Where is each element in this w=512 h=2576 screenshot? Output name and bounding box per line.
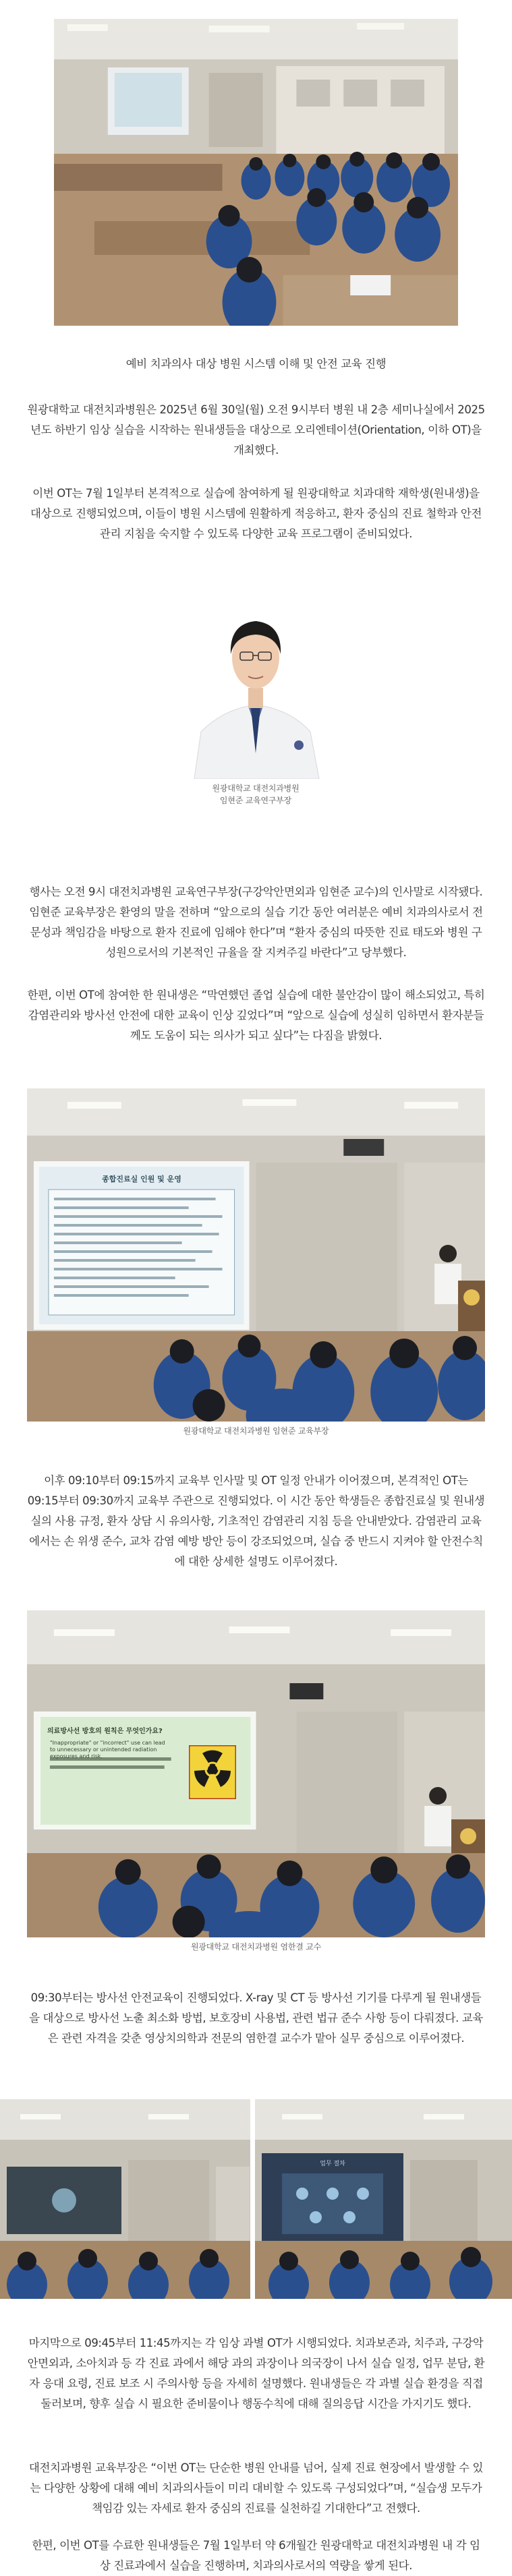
slide2-title: 의료방사선 방호의 원칙은 무엇인가요?	[47, 1728, 163, 1735]
paragraph-purpose: 이번 OT는 7월 1일부터 본격적으로 실습에 참여하게 될 원광대학교 치과대학 재학생(원내생)을 대상으로 진행되었으며, 이들이 병원 시스템에 원활하게 적응하고, 환자 중심의 진료 철학과 안전관리 지침을 숙지할 수 있도록 다양한 교육 프로그램이 준비되었다.	[30, 487, 482, 540]
radiation-warning-icon	[189, 1745, 236, 1799]
slide2-body: "Inappropriate" or "incorrect" use can lead to unnecessary or unintended radiation exposures and risk.	[50, 1740, 165, 1759]
portrait-caption-name: 임현준 교육연구부장	[219, 796, 292, 805]
paragraph-radiation-safety: 09:30부터는 방사선 안전교육이 진행되었다. X-ray 및 CT 등 방사선 기기를 다루게 될 원내생들을 대상으로 방사선 노출 최소화 방법, 보호장비 사용법, 관련 법규 준수 사항 등이 다뤄졌다. 교육은 관련 자격을 갖춘 영상치의학과 전문의 염한결 교수가 맡아 실무 중심으로 이루어졌다.	[29, 1991, 483, 2045]
photo3-caption: 원광대학교 대전치과병원 염한결 교수	[190, 1942, 322, 1952]
photo-seminar-overview	[54, 19, 458, 326]
paragraph-greeting: 행사는 오전 9시 대전치과병원 교육연구부장(구강악안면외과 임현준 교수)의 인사말로 시작됐다. 임현준 교육부장은 환영의 말을 전하며 “앞으로의 실습 기간 동안 여러분은 예비 치과의사로서 전문성과 책임감을 바탕으로 환자 진료에 임해야 한다”며 “환자 중심의 따뜻한 진료 태도와 병원 구성원으로서의 기본적인 규율을 잘 지켜주길 바란다”고 당부했다.	[29, 885, 483, 959]
slide1-title: 종합진료실 인원 및 운영	[102, 1175, 181, 1183]
photo-department-orientation-right	[255, 2099, 512, 2299]
paragraph-director-remark: 대전치과병원 교육부장은 “이번 OT는 단순한 병원 안내를 넘어, 실제 진료 현장에서 발생할 수 있는 다양한 상황에 대해 예비 치과의사들이 미리 대비할 수 있도록 구성되었다”며, “실습생 모두가 책임감 있는 자세로 환자 중심의 진료를 실천하길 기대한다”고 전했다.	[28, 2461, 484, 2515]
paragraph-closing: 한편, 이번 OT를 수료한 원내생들은 7월 1일부터 약 6개월간 원광대학교 대전치과병원 내 각 임상 진료과에서 실습을 진행하며, 치과의사로서의 역량을 쌓게 된다.	[32, 2539, 480, 2572]
paragraph-department-ot: 마지막으로 09:45부터 11:45까지는 각 임상 과별 OT가 시행되었다. 치과보존과, 치주과, 구강악안면외과, 소아치과 등 각 진료 과에서 해당 과의 과장이나 의국장이 나서 실습 일정, 업무 분담, 환자 응대 요령, 진료 보조 시 주의사항 등을 자세히 설명했다. 원내생들은 각 과별 실습 환경을 직접 둘러보며, 향후 실습 시 필요한 준비물이나 행동수칙에 대해 질의응답 시간을 가지기도 했다.	[27, 2337, 485, 2410]
paragraph-intro: 원광대학교 대전치과병원은 2025년 6월 30일(월) 오전 9시부터 병원 내 2층 세미나실에서 2025년도 하반기 임상 실습을 시작하는 원내생들을 대상으로 오리엔테이션(Orientation, 이하 OT)을 개최했다.	[27, 403, 485, 457]
slide4-title: 업무 절차	[320, 2161, 345, 2167]
portrait-photo	[181, 577, 331, 779]
photo-lecture-slide	[27, 1088, 485, 1422]
article-subtitle: 예비 치과의사 대상 병원 시스템 이해 및 안전 교육 진행	[125, 357, 387, 370]
photo-department-orientation-left	[0, 2099, 250, 2299]
paragraph-student-comment: 한편, 이번 OT에 참여한 한 원내생은 “막연했던 졸업 실습에 대한 불안감이 많이 해소되었고, 특히 감염관리와 방사선 안전에 대한 교육이 인상 깊었다”며 “앞으로 실습에 성실히 임하면서 환자분들께도 도움이 되는 의사가 되고 싶다”는 다짐을 밝혔다.	[27, 989, 485, 1042]
photo2-caption: 원광대학교 대전치과병원 임현준 교육부장	[183, 1426, 329, 1436]
paragraph-orientation-schedule: 이후 09:10부터 09:15까지 교육부 인사말 및 OT 일정 안내가 이어졌으며, 본격적인 OT는 09:15부터 09:30까지 교육부 주관으로 진행되었다. 이 시간 동안 학생들은 종합진료실 및 원내생실의 사용 규정, 환자 상담 시 유의사항, 기초적인 감염관리 지침 등을 안내받았다. 감염관리 교육에서는 손 위생 준수, 교차 감염 예방 방안 등이 강조되었으며, 실습 중 반드시 지켜야 할 안전수칙에 대한 상세한 설명도 이루어졌다.	[27, 1474, 485, 1568]
portrait-caption-affiliation: 원광대학교 대전치과병원	[212, 784, 300, 793]
photo-radiation-lecture	[27, 1610, 485, 1937]
